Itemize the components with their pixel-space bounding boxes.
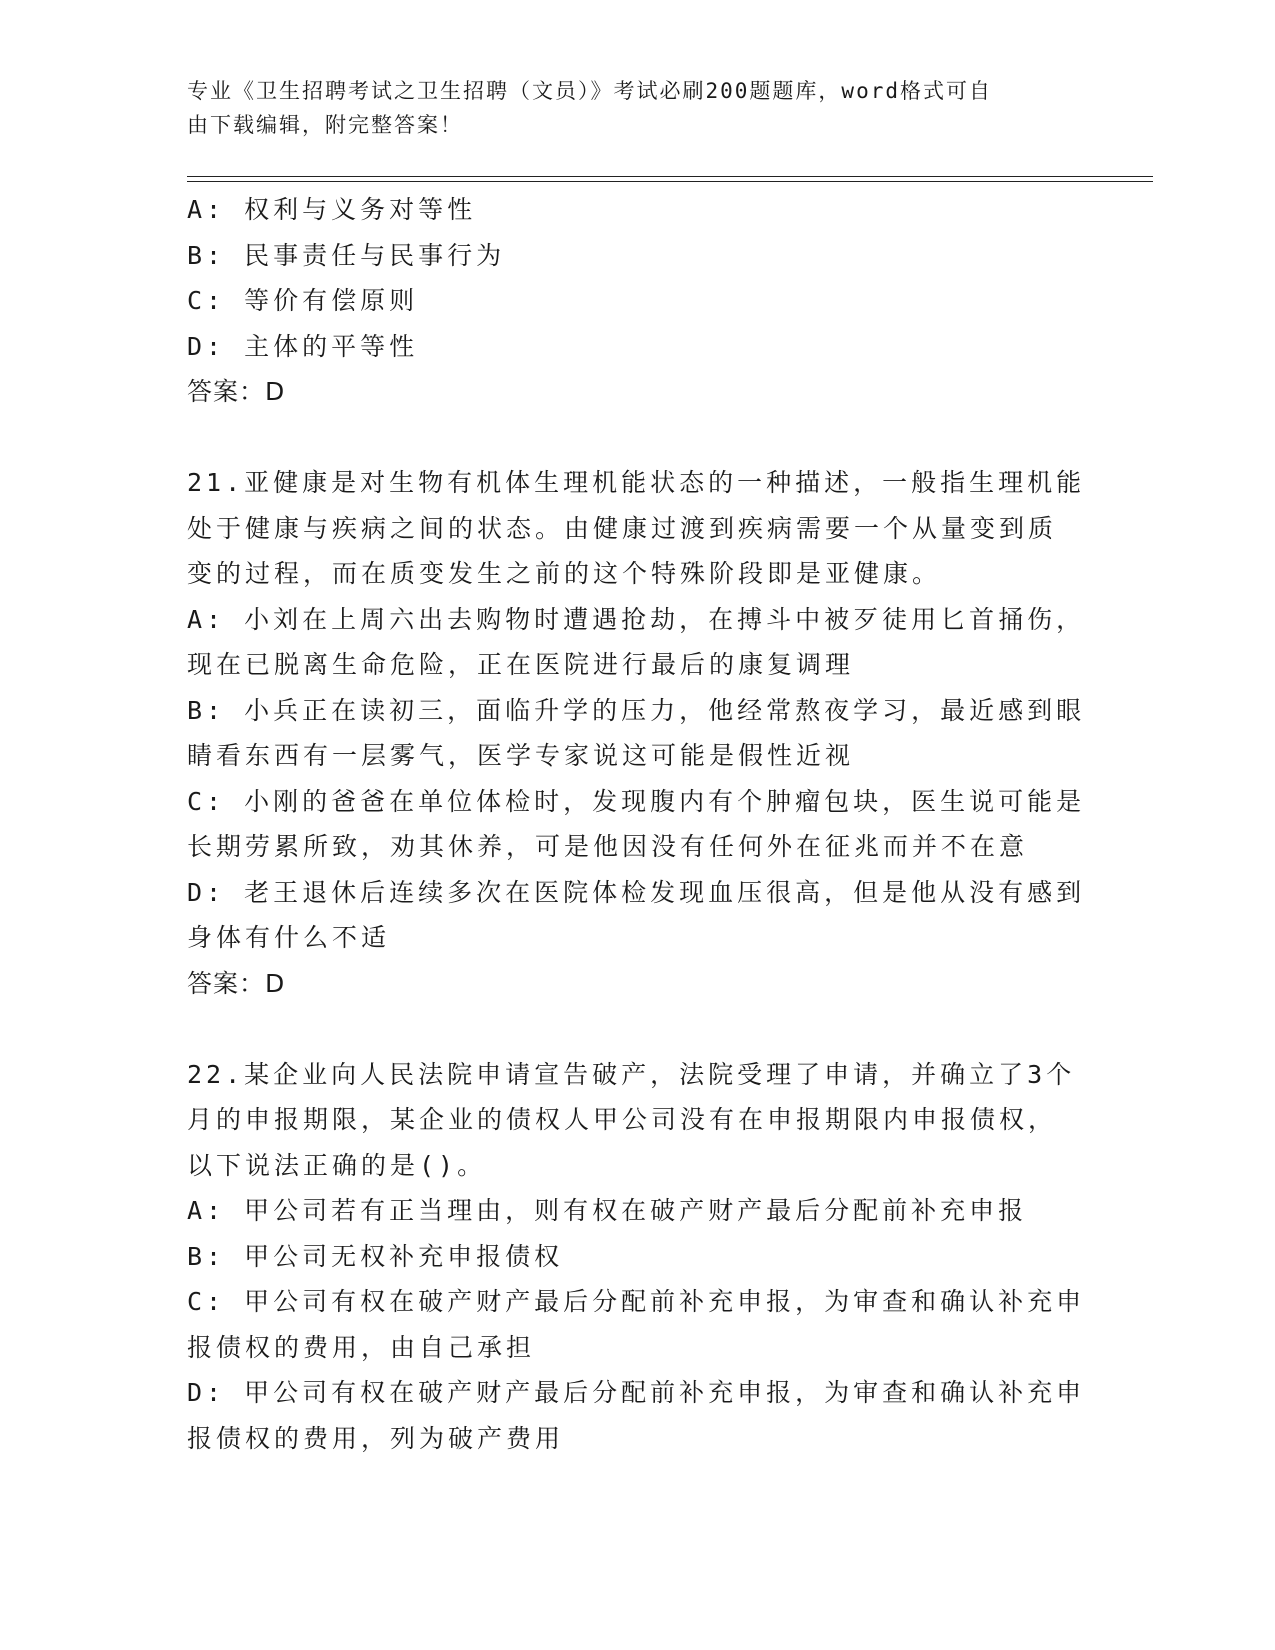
- question-20: [187, 187, 1067, 415]
- option-d: D: 主体的平等性: [187, 331, 419, 361]
- option-c-continued: 长期劳累所致，劝其休养，可是他因没有任何外在征兆而并不在意: [187, 832, 1029, 861]
- question-stem-line: 变的过程，而在质变发生之前的这个特殊阶段即是亚健康。: [187, 559, 942, 588]
- spacer: [187, 1006, 1067, 1052]
- option-b: B: 民事责任与民事行为: [187, 240, 506, 270]
- question-stem-line: 以下说法正确的是()。: [187, 1150, 487, 1180]
- option-c: C: 等价有偿原则: [187, 286, 419, 315]
- option-d: D: 甲公司有权在破产财产最后分配前补充申报，为审查和确认补充申: [187, 1378, 1086, 1407]
- header-divider-bottom: [187, 181, 1153, 182]
- option-b: B: 小兵正在读初三，面临升学的压力，他经常熬夜学习，最近感到眼: [187, 695, 1086, 725]
- option-a: A: 小刘在上周六出去购物时遭遇抢劫，在搏斗中被歹徒用匕首捅伤，: [187, 604, 1086, 634]
- question-stem-line: 21.亚健康是对生物有机体生理机能状态的一种描述，一般指生理机能: [187, 468, 1086, 497]
- question-22: [187, 1052, 1086, 1462]
- question-stem-line: 处于健康与疾病之间的状态。由健康过渡到疾病需要一个从量变到质: [187, 513, 1058, 543]
- document-header: [187, 74, 1067, 142]
- option-c: C: 甲公司有权在破产财产最后分配前补充申报，为审查和确认补充申: [187, 1287, 1086, 1316]
- option-d-continued: 报债权的费用，列为破产费用: [187, 1423, 565, 1453]
- option-c: C: 小刚的爸爸在单位体检时，发现腹内有个肿瘤包块，医生说可能是: [187, 786, 1086, 816]
- option-d: D: 老王退休后连续多次在医院体检发现血压很高，但是他从没有感到: [187, 877, 1086, 907]
- question-stem-line: 月的申报期限，某企业的债权人甲公司没有在申报期限内申报债权，: [187, 1105, 1058, 1134]
- option-b: B: 甲公司无权补充申报债权: [187, 1241, 564, 1271]
- header-line-1: 专业《卫生招聘考试之卫生招聘（文员）》考试必刷200题题库，word格式可自: [187, 79, 992, 103]
- header-line-2: 由下载编辑，附完整答案！: [187, 113, 463, 137]
- option-c-continued: 报债权的费用，由自己承担: [187, 1332, 536, 1362]
- question-stem-line: 22.某企业向人民法院申请宣告破产，法院受理了申请，并确立了3个: [187, 1059, 1076, 1089]
- spacer: [187, 415, 1067, 461]
- option-a: A: 甲公司若有正当理由，则有权在破产财产最后分配前补充申报: [187, 1196, 1028, 1225]
- question-21: [187, 460, 1086, 1006]
- option-a: A: 权利与义务对等性: [187, 195, 477, 224]
- question-content: [187, 187, 1086, 1461]
- answer-line: 答案：D: [187, 968, 286, 998]
- option-d-continued: 身体有什么不适: [187, 923, 391, 952]
- answer-line: 答案：D: [187, 377, 286, 406]
- option-b-continued: 睛看东西有一层雾气，医学专家说这可能是假性近视: [187, 741, 855, 770]
- option-a-continued: 现在已脱离生命危险，正在医院进行最后的康复调理: [187, 650, 855, 679]
- header-divider-top: [187, 176, 1153, 177]
